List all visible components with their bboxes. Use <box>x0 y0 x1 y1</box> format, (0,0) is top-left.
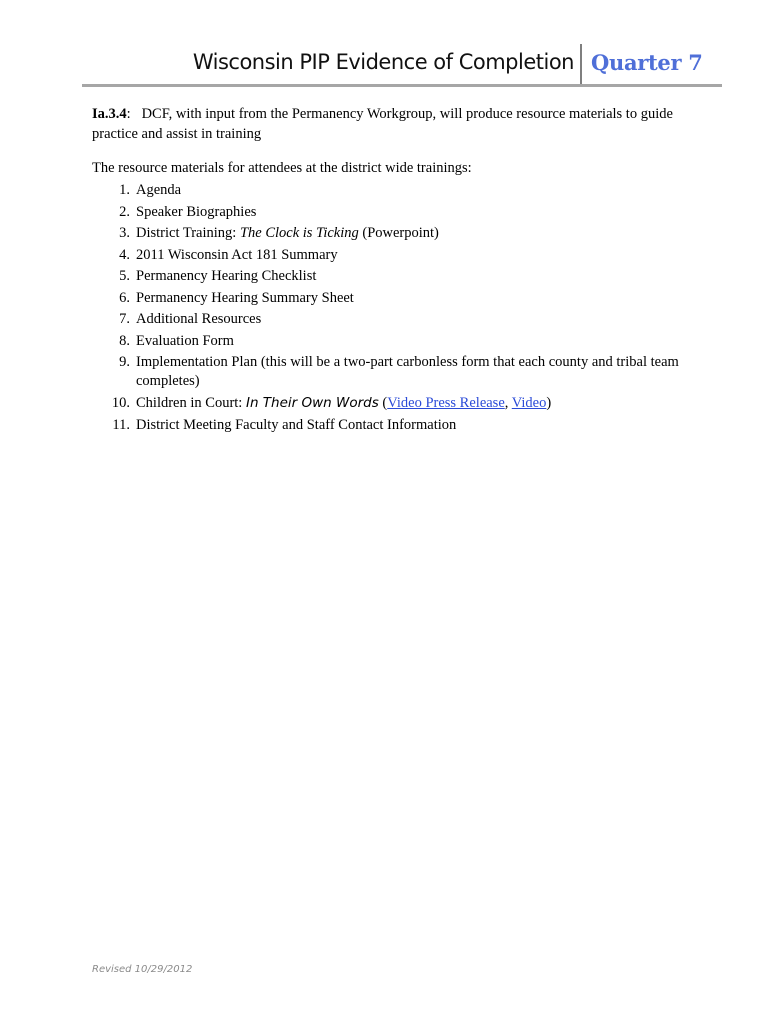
list-item-text: Permanency Hearing Summary Sheet <box>136 289 354 306</box>
list-item <box>92 245 712 267</box>
list-number: 5. <box>119 268 130 284</box>
list-number: 1. <box>119 182 130 198</box>
video-link[interactable]: Video <box>511 395 547 411</box>
list-item <box>92 223 712 245</box>
document-header <box>82 44 722 87</box>
header-divider <box>580 44 582 84</box>
list-item-text: Permanency Hearing Checklist <box>136 268 317 284</box>
list-number: 11. <box>112 416 130 433</box>
list-number: 10. <box>111 395 130 411</box>
quarter-label: Quarter 7 <box>591 50 703 75</box>
list-item-prefix: Children in Court: <box>136 395 246 411</box>
list-number: 9. <box>119 354 130 370</box>
list-item <box>92 288 712 310</box>
resource-list <box>92 180 712 436</box>
film-title: In Their Own Words <box>245 395 379 411</box>
list-item-text: Implementation Plan (this will be a two-part carbonless form that each county and tribal team completes) <box>136 354 679 389</box>
list-item <box>92 415 712 437</box>
list-item <box>92 309 712 331</box>
list-number: 4. <box>119 246 130 263</box>
section-intro <box>92 104 712 144</box>
section-description: DCF, with input from the Permanency Workgroup, will produce resource materials to guide practice and assist in training <box>92 106 673 142</box>
section-code: Ia.3.4 <box>92 106 127 122</box>
section-code-colon: : <box>126 106 131 122</box>
list-intro: The resource materials for attendees at the district wide trainings: <box>92 160 472 176</box>
video-press-release-link[interactable]: Video Press Release <box>387 395 505 411</box>
list-item <box>92 331 712 353</box>
list-item-text: Agenda <box>136 182 182 198</box>
list-item-suffix: (Powerpoint) <box>358 225 439 241</box>
list-item-text: District Meeting Faculty and Staff Contact Information <box>136 416 457 433</box>
list-item <box>92 352 712 391</box>
list-item <box>92 202 712 224</box>
list-item-prefix: District Training: <box>136 225 240 241</box>
list-number: 6. <box>119 289 130 306</box>
list-item-text: Speaker Biographies <box>136 203 257 220</box>
revision-footer: Revised 10/29/2012 <box>92 964 193 975</box>
list-number: 8. <box>119 332 130 349</box>
paren-open: ( <box>378 395 388 411</box>
list-item-text: Evaluation Form <box>136 332 234 349</box>
list-number: 7. <box>119 311 130 327</box>
list-number: 3. <box>119 225 130 241</box>
document-title: Wisconsin PIP Evidence of Completion <box>192 50 574 74</box>
list-item-text: 2011 Wisconsin Act 181 Summary <box>136 246 338 263</box>
list-number: 2. <box>119 203 130 220</box>
list-item <box>92 180 712 202</box>
link-separator: , <box>504 395 512 411</box>
list-item-text: Additional Resources <box>136 311 262 327</box>
training-title: The Clock is Ticking <box>239 225 359 241</box>
list-item <box>92 393 712 415</box>
list-item <box>92 266 712 288</box>
paren-close: ) <box>546 395 552 411</box>
